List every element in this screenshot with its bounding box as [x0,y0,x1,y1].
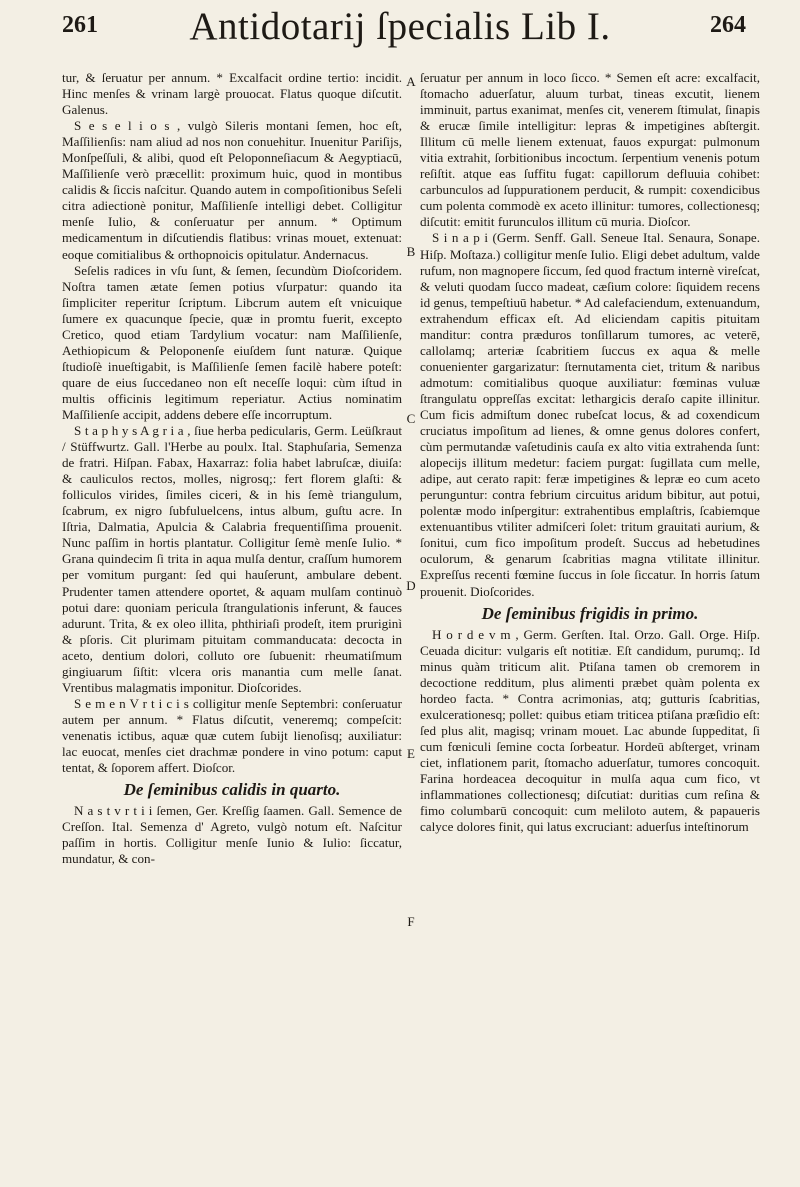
margin-letter: B [406,244,416,259]
margin-letter: E [407,746,415,761]
paragraph: ſeruatur per annum in loco ſicco. * Semen eſt acre: excalfacit, ſtomacho aduerſatur, aluum turbat, tineas excutit, lienem imminuit, partus exanimat, menſes cit, venerem ſtimulat, ſinapis & erucæ ſimile intelligitur: lepras & impetigines abſtergit. Illitum cū melle lienem extenuat, fauos expurgat: pulmonum vitia extrahit, ſorbitionibus incoctum. ſerpentium venenis potum reſiſtit. atque eas ſuffitu fugat: capillorum defluuia cohibet: carbunculos ad ſuppurationem perducit, & rumpit: coxendicibus cum polenta commodè ex aceto illinitur: tumores, collectionesq; diſcutit: emitit furunculos illitum cū muria. Dioſcor. [420,70,760,230]
page-number-left: 261 [62,12,98,38]
paragraph: H o r d e v m , Germ. Gerſten. Ital. Orzo. Gall. Orge. Hiſp. Ceuada dicitur: vulgaris eſt notitiæ. Eſt candidum, purumq;. Id minus quàm triticum alit. Ptiſana tamen ob cremorem in decoctione redditum, plus alimenti præbet quàm polenta ex hordeo facta. * Contra acrimonias, atq; gutturis ſcabritias, exulcerationesq; pollet: quibus etiam triticea ptiſana præſidio eſt: ſed plus alit, magisq; vrinam mouet. Lac abunde ſuppeditat, ſi cum fœniculi ſemine cocta ſorbeatur. Hordeū abſterget, vrinam ciet, inflationem parit, ſtomacho aduerſatur, tumores concoquit. Farina hordeacea decoquitur in mulſa aqua cum fico, vt inflammationes collectionesq; diſcutiat: duritias cum reſina & fimo columbarū concoquit: cum meliloto autem, & papaueris calyce dolores finit, qui latus excruciant: aduerſus inteſtinorum [420,626,760,835]
section-heading: De ſeminibus frigidis in primo. [481,603,699,623]
paragraph: N a s t v r t i i ſemen, Ger. Kreſſig ſaamen. Gall. Semence de Creſſon. Ital. Semenza d' Agreto, vulgò notum eſt. Naſcitur paſſim in hortis. Colligitur menſe Iunio & Iulio: ſiccatur, mundatur, & con- [62,803,402,867]
page-number-right: 264 [710,12,746,38]
paragraph: S t a p h y s A g r i a , ſiue herba pedicularis, Germ. Leüſkraut / Stüffwurtz. Gall. l'Herbe au poulx. Ital. Staphuſaria, Semenza de fratri. Hiſpan. Fabax, Haxarraz: folia habet labruſcæ, diuiſa: & cauliculos rectos, molles, nigrosq;: fert florem glaſti: & folliculos virides, ſimiles ciceri, & in his ſemè triangulum, ſcabrum, ex nigro ſubfuluelcens, intus album, guſtu acre. In Iſtria, Dalmatia, Apulcia & Calabria frequentiſſima prouenit. Nunc paſſim in hortis plantatur. Colligitur ſemè menſe Iulio. * Grana quindecim ſi trita in aqua mulſa dentur, craſſum humorem per vomitum purgant: ſed qui hauſerunt, ambulare debent. Prudenter tamen attendere oportet, & aquam mulſam continuò potui dare: quoniam pericula ſtrangulationis inferunt, & fauces adurunt. Trita, & ex oleo illita, phthiriaſi prodeſt, item pruriginì & pſoris. Cit plurimam pituitam commanducata: decocta in aceto, dentium dolori, colluto ore ſubuenit: rheumatiſmum gingiuarum ſiſtit: vlcera oris manantia cum melle ſanat. Vrentibus malagmatis imponitur. Dioſcorides. [62,423,402,695]
page-header [0,0,800,62]
section-heading: De ſeminibus calidis in quarto. [123,780,341,800]
paragraph: Seſelis radices in vſu ſunt, & ſemen, ſecundùm Dioſcoridem. Noſtra tamen ætate ſemen potius vſurpatur: quando ita ſimpliciter reperitur ſcriptum. Libcrum autem eſt vnicuique ſumere ex quacunque ſpecie, quæ in promtu fuerit, excepto Cretico, quod etiam Tardylium vocatur: nam Maſſilienſe, Aethiopicum & Peloponenſe eiuſdem ſunt naturæ. Quique ſtudioſè inueſtigabit, is Maſſilienſe ſemen facilè habere poteſt: quare de eius ſuccedaneo non eſt neceſſe loqui: cùm iſtud in multis officinis legitimum reperiatur. Actius nominatim Maſſilienſe accipit, addens debere eſſe incorruptum. [62,262,402,422]
margin-letter: C [406,411,416,426]
running-title: Antidotarij ſpecialis Lib I. [189,5,611,48]
paragraph: tur, & ſeruatur per annum. * Excalfacit ordine tertio: incidit. Hinc menſes & vrinam largè prouocat. Flatus quoque diſcutit. Galenus. [62,70,402,118]
margin-letter: A [406,74,416,89]
right-column [420,70,760,835]
paragraph: S e m e n V r t i c i s colligitur menſe Septembri: conſeruatur autem per annum. * Flatus diſcutit, veneremq; compeſcit: venenatis ictibus, aquæ quæ cutem ſubijt lienoſisq; auxiliatur: lac euocat, menſes ciet drachmæ pondere in vino potum: caput tentat, & ſoporem affert. Dioſcor. [62,695,402,776]
margin-letter: D [406,578,416,593]
margin-letter: F [407,914,415,929]
paragraph: S i n a p i (Germ. Senff. Gall. Seneue Ital. Senaura, Sonape. Hiſp. Moſtaza.) colligitur menſe Iulio. Eligi debet adultum, valde rufum, non magnopere ſiccum, ſed quod fractum internè vireſcat, & veluti quodam ſucco madeat, cæſium colore: ſiquidem recens id genus, tempeſtiuū habetur. * Ad calefaciendum, extenuandum, extrahendum efficax eſt. Ad eliciendam capitis pituitam manditur: contra præduros tonſillarum tumores, ac veterē, callolamq; arteriæ ſcabritiem ſuccus ex aqua & melle conuenienter gargarizatur: ſternutamenta ciet, tritum & naribus admotum: comitialibus quoque auxiliatur: fœminas vuluæ ſtrangulatu oppreſſas excitat: lethargicis deraſo capite illinitur. Cum ficis admiſtum donec rubeſcat locus, & ad coxendicum cruciatus impoſitum ad lienes, & omne genus dolores confert, cùm permutandæ vaſetudinis cauſa ex alto vitia extrahenda ſunt: alopecijs illitum medetur: faciem purgat: ſugillata cum melle, adipe, aut cerato rapit: feræ impetigines & lepræ eo cum aceto perunguntur: contra febrium circuitus aridum bibitur, aut potui, polentæ modo inſpergitur: extrahentibus emplaſtris, ſcabiemque extenuantibus vtiliter admiſceri ſolet: tritum grauitati aurium, & ſonitui, cum fico impoſitum prodeſt. Succus ad hebetudines oculorum, & genarum ſcabritias magna vtilitate illinitur. Expreſſus recenti fœmine ſuccus in ſole ſiccatur. In horris ſatum prouenit. Dioſcorides. [420,230,760,599]
left-column [62,70,402,867]
paragraph: S e s e l i o s , vulgò Sileris montani ſemen, hoc eſt, Maſſilienſis: nam aliud ad nos non conuehitur. Inuenitur Pariſijs, Monſpeſſuli, & alibi, quod eſt Peloponneſiacum & Aegyptiacū, Maſſilienſe verò præcellit: proximum huic, quod in montibus calidis & ſiccis naſcitur. Quando autem in compoſitionibus Seſeli citra adiectionè ponitur, Maſſilienſe intelligi debet. Colligitur menſe Iulio, & conſeruatur per annum. * Optimum medicamentum in diſcutiendis flatibus: vrinas mouet, extenuat: eoque comitialibus & orthopnoicis opitulatur. Andernacus. [62,118,402,262]
